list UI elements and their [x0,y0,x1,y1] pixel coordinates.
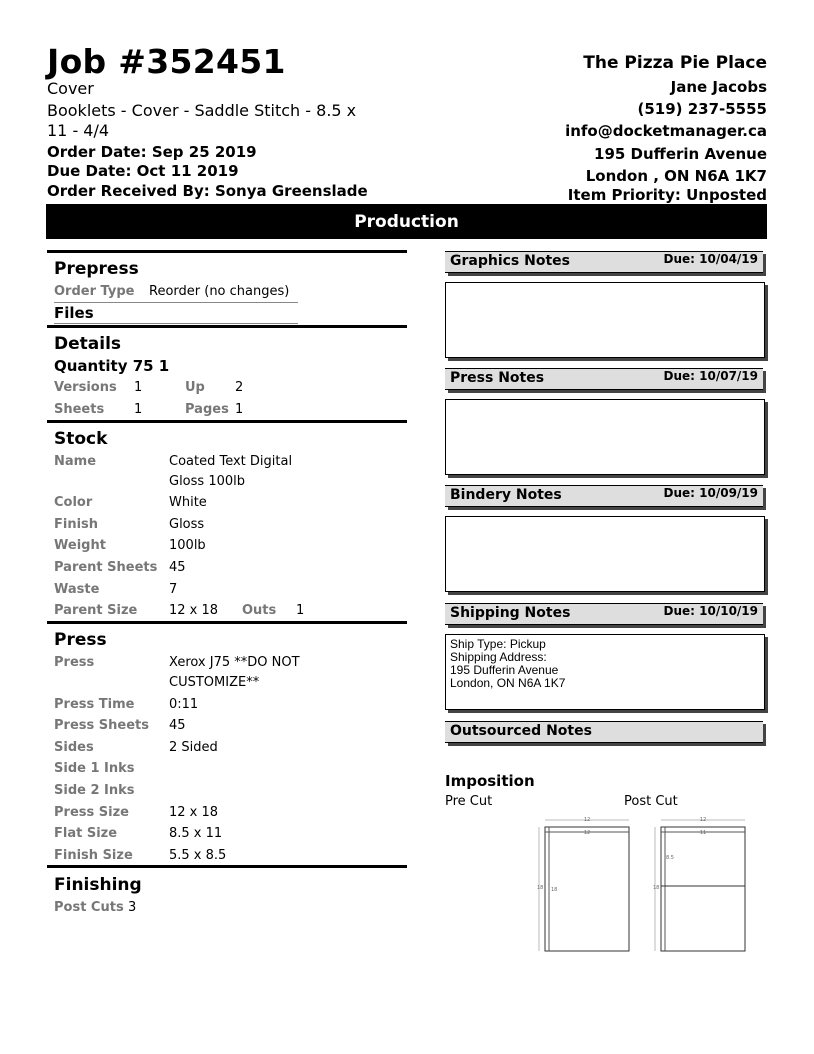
press-notes-title: Press Notes [450,370,545,386]
stock-rule [47,420,407,423]
graphics-notes-due: Due: 10/04/19 [663,252,758,266]
stock-name-value-1: Coated Text Digital [169,454,293,469]
post-cut-diagram [645,812,765,957]
pre-cut-label: Pre Cut [445,794,493,809]
details-title: Details [54,334,122,354]
shipping-notes-header [445,603,763,625]
post-cut-height-label: 18 [653,885,660,891]
press-sheets-label: Press Sheets [54,718,149,733]
versions-value: 1 [134,380,143,395]
side1-inks-label: Side 1 Inks [54,761,135,776]
stock-title: Stock [54,429,108,449]
sheets-label: Sheets [54,402,105,417]
bindery-notes-due: Due: 10/09/19 [663,486,758,500]
waste-value: 7 [169,582,178,597]
parent-sheets-label: Parent Sheets [54,560,158,575]
customer-address-line2: London , ON N6A 1K7 [585,167,767,185]
press-rule [47,621,407,624]
press-size-label: Press Size [54,805,129,820]
job-title: Job #352451 [47,42,286,81]
product-description-line2: 11 - 4/4 [47,121,110,140]
waste-label: Waste [54,582,100,597]
imposition-title: Imposition [445,772,535,790]
weight-value: 100lb [169,538,206,553]
ship-type: Ship Type: Pickup [450,637,546,651]
press-size-value: 12 x 18 [169,805,219,820]
versions-label: Versions [54,380,117,395]
outsourced-notes-header [445,721,763,743]
stock-name-value-2: Gloss 100lb [169,474,245,489]
graphics-notes-box [445,282,765,358]
prepress-rule [47,250,407,253]
customer-contact: Jane Jacobs [670,78,767,96]
finishing-title: Finishing [54,875,142,895]
order-type-underline [54,302,298,303]
order-type-label: Order Type [54,284,135,299]
parent-size-label: Parent Size [54,603,138,618]
due-date: Due Date: Oct 11 2019 [47,162,239,180]
shipping-address-label: Shipping Address: [450,650,547,664]
press-value-1: Xerox J75 **DO NOT [169,655,300,670]
post-cuts-label: Post Cuts [54,900,124,915]
post-cut-width-label: 12 [699,817,707,823]
item-priority: Item Priority: Unposted [567,186,767,204]
details-rule [47,325,407,328]
shipping-address-line1: 195 Dufferin Avenue [450,663,559,677]
post-cut-inner-height-label: 8.5 [666,855,674,861]
post-cut-sheet [661,827,745,951]
pages-label: Pages [185,402,229,417]
customer-address-line1: 195 Dufferin Avenue [594,145,767,163]
parent-size-value: 12 x 18 [169,603,219,618]
graphics-notes-header [445,251,763,273]
post-cuts-value: 3 [128,900,137,915]
press-notes-due: Due: 10/07/19 [663,369,758,383]
shipping-notes-box [445,634,765,710]
press-time-label: Press Time [54,697,135,712]
customer-company: The Pizza Pie Place [583,53,767,73]
press-notes-header [445,368,763,390]
pre-cut-sheet [545,827,629,951]
weight-label: Weight [54,538,106,553]
stock-name-label: Name [54,454,97,469]
outs-label: Outs [242,603,277,618]
outs-value: 1 [296,603,305,618]
color-label: Color [54,495,93,510]
color-value: White [169,495,207,510]
press-label: Press [54,655,95,670]
files-underline [54,323,298,324]
finish-value: Gloss [169,517,205,532]
order-type-value: Reorder (no changes) [149,284,290,299]
outsourced-notes-title: Outsourced Notes [450,723,592,739]
press-value-2: CUSTOMIZE** [169,675,260,690]
graphics-notes-title: Graphics Notes [450,253,570,269]
bindery-notes-box [445,516,765,592]
shipping-notes-title: Shipping Notes [450,605,571,621]
side2-inks-label: Side 2 Inks [54,783,135,798]
pre-cut-inner-width-label: 12 [583,830,591,836]
post-cut-label: Post Cut [624,794,678,809]
pre-cut-height-label: 18 [537,885,544,891]
shipping-notes-due: Due: 10/10/19 [663,604,758,618]
bindery-notes-title: Bindery Notes [450,487,562,503]
prepress-title: Prepress [54,259,139,279]
quantity: Quantity 75 1 [54,357,170,375]
customer-phone: (519) 237-5555 [637,100,767,118]
customer-email: info@docketmanager.ca [565,122,767,140]
press-time-value: 0:11 [169,697,199,712]
post-cut-inner-width-label: 11 [699,830,707,836]
pages-value: 1 [235,402,244,417]
shipping-address-line2: London, ON N6A 1K7 [450,676,566,690]
order-received-by: Order Received By: Sonya Greenslade [47,182,368,200]
up-value: 2 [235,380,244,395]
press-sheets-value: 45 [169,718,186,733]
finish-size-value: 5.5 x 8.5 [169,848,227,863]
finish-label: Finish [54,517,99,532]
press-notes-box [445,399,765,475]
production-banner: Production [46,204,767,239]
product-description-line1: Booklets - Cover - Saddle Stitch - 8.5 x [47,101,357,120]
bindery-notes-header [445,485,763,507]
flat-size-value: 8.5 x 11 [169,826,223,841]
sheets-value: 1 [134,402,143,417]
pre-cut-inner-height-label: 18 [551,887,558,893]
order-date: Order Date: Sep 25 2019 [47,143,257,161]
pre-cut-width-label: 12 [583,817,591,823]
files-label: Files [54,304,94,322]
sides-label: Sides [54,740,94,755]
finishing-rule [47,865,407,868]
press-title: Press [54,630,107,650]
part-name: Cover [47,79,94,98]
pre-cut-diagram [525,812,645,957]
up-label: Up [185,380,205,395]
finish-size-label: Finish Size [54,848,133,863]
parent-sheets-value: 45 [169,560,186,575]
sides-value: 2 Sided [169,740,218,755]
flat-size-label: Flat Size [54,826,118,841]
